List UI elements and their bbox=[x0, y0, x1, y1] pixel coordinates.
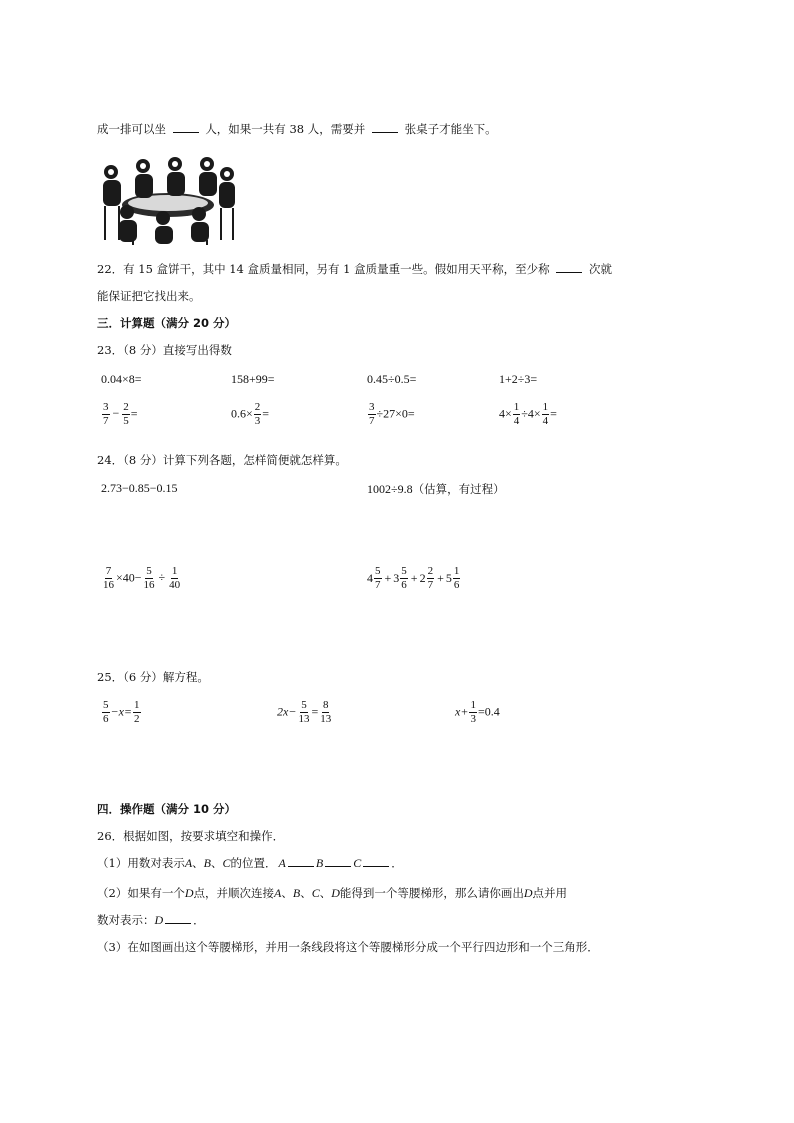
separator: 、 bbox=[281, 886, 293, 900]
blank-point-b[interactable] bbox=[325, 856, 351, 867]
expr-prefix: 0.6× bbox=[231, 406, 253, 421]
operator: ÷ bbox=[158, 570, 166, 585]
fraction bbox=[133, 700, 141, 725]
blank-point-d[interactable] bbox=[165, 913, 191, 924]
denominator: 13 bbox=[298, 713, 310, 725]
mixed-number bbox=[446, 566, 462, 591]
separator: 、 bbox=[211, 856, 223, 870]
fraction bbox=[542, 402, 550, 427]
q21-text-3: 张桌子才能坐下。 bbox=[404, 122, 497, 136]
period: ． bbox=[193, 913, 205, 927]
operator: − bbox=[112, 406, 120, 421]
section3-heading: 三．计算题（满分 20 分） bbox=[97, 316, 237, 330]
denominator: 6 bbox=[103, 713, 109, 725]
equals: = bbox=[130, 406, 138, 421]
mixed-number bbox=[393, 566, 409, 591]
fraction bbox=[254, 402, 262, 427]
q23-item-2-expr: 158+99 bbox=[231, 372, 268, 386]
q22-line-2 bbox=[97, 288, 201, 304]
q21-blank-seats[interactable] bbox=[173, 122, 199, 133]
fraction bbox=[102, 402, 110, 427]
point-d-label: D bbox=[154, 913, 164, 927]
q26-p1-text-2: 的位置． bbox=[230, 856, 277, 870]
q24-expr-3 bbox=[101, 566, 182, 591]
q24-expr-4 bbox=[367, 566, 461, 591]
q23-fraction-item-2 bbox=[231, 402, 269, 427]
operator: + bbox=[437, 571, 444, 585]
q26-part-3: （3）在如图画出这个等腰梯形，并用一条线段将这个等腰梯形分成一个平行四边形和一个三角形． bbox=[97, 940, 599, 954]
denominator: 40 bbox=[169, 579, 181, 591]
q26-title: 26．根据如图，按要求填空和操作． bbox=[97, 829, 285, 843]
denominator: 16 bbox=[143, 579, 155, 591]
denominator: 4 bbox=[542, 415, 549, 427]
q26-part-2-line-2 bbox=[97, 912, 205, 928]
equals: = bbox=[407, 406, 415, 421]
denominator: 13 bbox=[320, 713, 332, 725]
denominator: 6 bbox=[401, 579, 407, 591]
q26-p2-text-4: 点并用 bbox=[532, 886, 568, 900]
q23-item-2-eq: = bbox=[267, 372, 275, 386]
point-d-label: D bbox=[331, 886, 340, 900]
fraction bbox=[168, 566, 181, 591]
numerator: 1 bbox=[453, 565, 460, 577]
expr-part: −x= bbox=[110, 704, 133, 719]
q23-fraction-item-1 bbox=[101, 402, 138, 427]
q21-blank-tables[interactable] bbox=[372, 122, 398, 133]
numerator: 1 bbox=[542, 401, 549, 413]
operator: + bbox=[384, 571, 392, 585]
q23-item-1 bbox=[101, 372, 142, 387]
q22-text-2: 次就 bbox=[588, 262, 612, 276]
fraction bbox=[469, 700, 477, 725]
fraction bbox=[102, 566, 115, 591]
q26-p2-text-3: 能得到一个等腰梯形，那么请你画出 bbox=[339, 886, 524, 900]
blank-point-c[interactable] bbox=[363, 856, 389, 867]
point-b-label: B bbox=[292, 886, 301, 900]
expr-part: 2x− bbox=[277, 704, 297, 719]
fraction bbox=[513, 402, 521, 427]
q25-equation-3 bbox=[455, 700, 500, 725]
numerator: 5 bbox=[103, 699, 109, 711]
blank-point-a[interactable] bbox=[288, 856, 314, 867]
q23-title: 23．（8 分）直接写出得数 bbox=[97, 343, 232, 357]
denominator: 7 bbox=[369, 415, 375, 427]
numerator: 5 bbox=[301, 699, 307, 711]
expr-part: ×40− bbox=[116, 570, 142, 585]
expr-part: ÷4× bbox=[521, 406, 541, 421]
q24-expr-1: 2.73−0.85−0.15 bbox=[101, 481, 178, 495]
numerator: 8 bbox=[322, 699, 329, 711]
q26-part-2-line-1 bbox=[97, 885, 567, 901]
expr-part: x+ bbox=[455, 704, 469, 719]
q22-text-1: 22．有 15 盒饼干，其中 14 盒质量相同，另有 1 盒质量重一些。假如用天平称，至少称 bbox=[97, 262, 550, 276]
numerator: 2 bbox=[427, 565, 434, 577]
point-c-label: C bbox=[311, 886, 320, 900]
denominator: 3 bbox=[254, 415, 261, 427]
denominator: 2 bbox=[134, 713, 140, 725]
expr-part: =0.4 bbox=[477, 704, 500, 719]
numerator: 1 bbox=[513, 401, 520, 413]
point-b-label: B bbox=[315, 856, 324, 870]
section4-heading: 四．操作题（满分 10 分） bbox=[97, 802, 237, 816]
numerator: 2 bbox=[123, 401, 129, 413]
q26-p2-text-2: 点，并顺次连接 bbox=[193, 886, 274, 900]
q25-title: 25．（6 分）解方程。 bbox=[97, 670, 209, 684]
q23-fraction-item-3 bbox=[367, 402, 415, 427]
fraction bbox=[400, 566, 408, 591]
q26-p1-text: （1）用数对表示 bbox=[97, 856, 185, 870]
point-b-label: B bbox=[203, 856, 212, 870]
q25-equation-1 bbox=[101, 700, 142, 725]
denominator: 4 bbox=[513, 415, 520, 427]
operator: + bbox=[410, 571, 418, 585]
q21-line bbox=[97, 121, 497, 137]
equals: = bbox=[311, 704, 319, 719]
people-at-round-table-illustration bbox=[97, 150, 239, 246]
q21-text-2: 人，如果一共有 38 人，需要并 bbox=[205, 122, 366, 136]
equals: = bbox=[550, 406, 557, 421]
separator: 、 bbox=[319, 886, 332, 900]
q23-fraction-item-4 bbox=[499, 402, 557, 427]
point-a-label: A bbox=[184, 856, 193, 870]
numerator: 7 bbox=[105, 565, 112, 577]
numerator: 3 bbox=[103, 401, 109, 413]
denominator: 5 bbox=[123, 415, 129, 427]
point-c-label: C bbox=[353, 856, 362, 870]
q22-blank[interactable] bbox=[556, 262, 582, 273]
denominator: 7 bbox=[375, 579, 381, 591]
mixed-number bbox=[420, 566, 436, 591]
denominator: 7 bbox=[427, 579, 434, 591]
fraction bbox=[368, 402, 376, 427]
q26-p2-text-5: 数对表示： bbox=[97, 913, 155, 927]
period: ． bbox=[391, 856, 403, 870]
numerator: 1 bbox=[134, 699, 140, 711]
numerator: 5 bbox=[146, 565, 152, 577]
fraction bbox=[427, 566, 435, 591]
whole: 4 bbox=[367, 571, 373, 585]
q23-item-4-expr: 1+2÷3 bbox=[499, 372, 531, 386]
q23-item-1-eq: = bbox=[134, 372, 142, 386]
q23-item-2 bbox=[231, 372, 275, 387]
q23-item-3 bbox=[367, 372, 416, 387]
q23-item-4 bbox=[499, 372, 537, 387]
mixed-number bbox=[367, 566, 383, 591]
denominator: 6 bbox=[453, 579, 460, 591]
q23-item-3-expr: 0.45÷0.5 bbox=[367, 372, 410, 386]
denominator: 7 bbox=[103, 415, 109, 427]
q24-title: 24．（8 分）计算下列各题，怎样简便就怎样算。 bbox=[97, 453, 347, 467]
denominator: 16 bbox=[103, 579, 114, 591]
point-d-label: D bbox=[523, 886, 533, 900]
fraction bbox=[319, 700, 332, 725]
fraction bbox=[143, 566, 156, 591]
fraction bbox=[374, 566, 382, 591]
fraction bbox=[122, 402, 130, 427]
numerator: 1 bbox=[171, 565, 178, 577]
q26-p2-text: （2）如果有一个 bbox=[97, 886, 185, 900]
numerator: 1 bbox=[470, 699, 476, 711]
denominator: 3 bbox=[470, 713, 476, 725]
fraction bbox=[297, 700, 310, 725]
point-a-label: A bbox=[278, 856, 286, 870]
q24-expr-2-math: 1002÷9.8 bbox=[367, 482, 413, 496]
point-c-label: C bbox=[222, 856, 231, 870]
whole: 5 bbox=[445, 571, 452, 585]
q23-item-3-eq: = bbox=[409, 372, 417, 386]
q24-expr-2-note: （估算，有过程） bbox=[412, 482, 505, 496]
q26-part-1 bbox=[97, 855, 403, 871]
point-d-label: D bbox=[184, 886, 194, 900]
separator: 、 bbox=[300, 886, 312, 900]
expr-suffix: ÷27×0 bbox=[376, 406, 408, 421]
expr-part: 4× bbox=[499, 406, 512, 421]
numerator: 2 bbox=[254, 401, 261, 413]
q25-equation-2 bbox=[277, 700, 333, 725]
q23-item-4-eq: = bbox=[530, 372, 538, 386]
separator: 、 bbox=[192, 856, 204, 870]
q22-line-1 bbox=[97, 261, 612, 277]
q21-text-1: 成一排可以坐 bbox=[97, 122, 166, 136]
numerator: 5 bbox=[401, 565, 407, 577]
q22-text-3: 能保证把它找出来。 bbox=[97, 289, 201, 303]
whole: 2 bbox=[419, 571, 426, 585]
whole: 3 bbox=[393, 571, 400, 585]
numerator: 5 bbox=[375, 565, 381, 577]
fraction bbox=[453, 566, 461, 591]
point-a-label: A bbox=[274, 886, 282, 900]
q23-item-1-expr: 0.04×8 bbox=[101, 372, 135, 386]
numerator: 3 bbox=[369, 401, 375, 413]
fraction bbox=[102, 700, 110, 725]
q24-expr-2 bbox=[367, 481, 505, 497]
equals: = bbox=[262, 406, 270, 421]
